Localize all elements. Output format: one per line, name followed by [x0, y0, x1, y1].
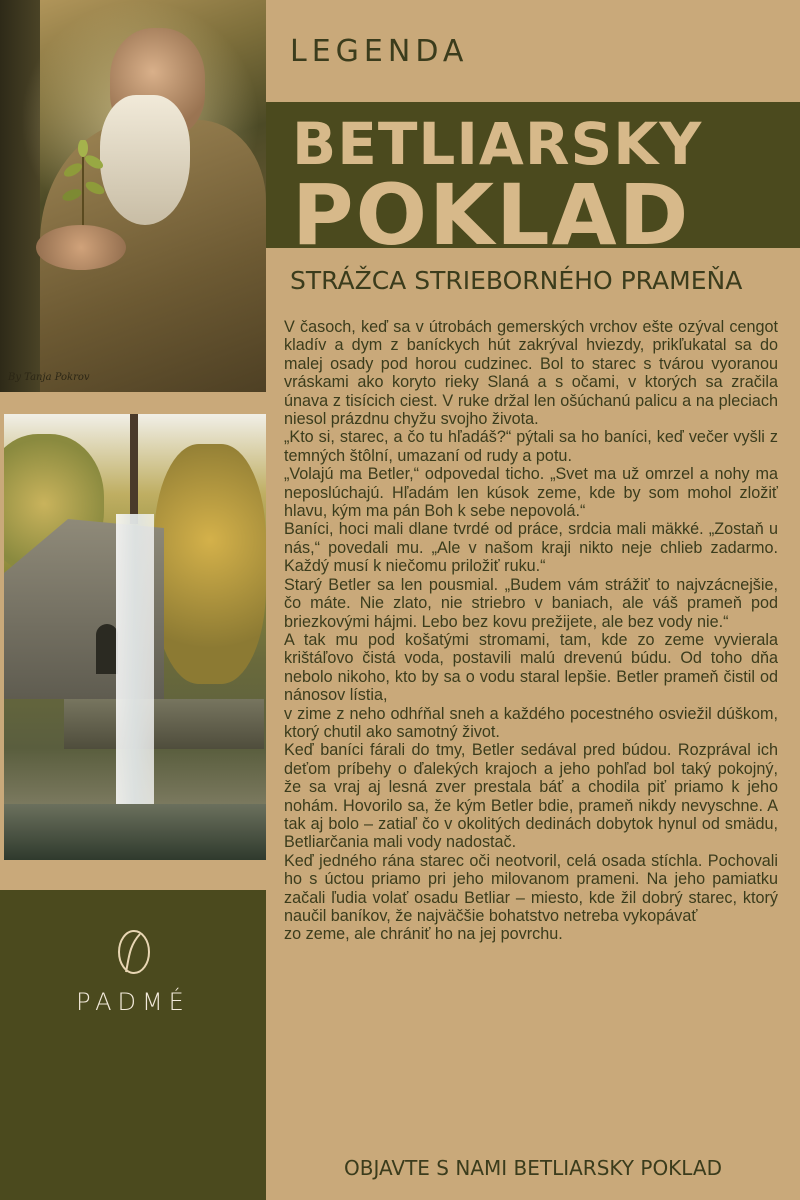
old-man-portrait-image: [0, 0, 266, 392]
story-paragraph: „Kto si, starec, a čo tu hľadáš?“ pýtali sa ho baníci, keď večer vyšli z temných štôlní, umazaní od rudy a potu.: [284, 428, 778, 465]
hands-shape: [36, 225, 126, 270]
subtitle: STRÁŽCA STRIEBORNÉHO PRAMEŇA: [290, 266, 743, 295]
story-paragraph: Starý Betler sa len pousmial. „Budem vám strážiť to najvzácnejšie, čo máte. Nie zlato, nie striebro v baniach, ale váš prameň pod briezkovými hájmi. Lebo bez kovu prežijete, ale bez vody nie.“: [284, 575, 778, 631]
artist-signature: By Tanja Pokrov: [8, 372, 90, 383]
story-paragraph: v zime z neho odhŕňal sneh a každého pocestného osviežil dúškom, ktorý chutil ako samotný život.: [284, 704, 778, 741]
padme-seed-logo-icon: [115, 928, 153, 976]
left-column: [0, 0, 266, 1200]
waterfall: [116, 514, 154, 814]
autumn-trees-right: [154, 444, 266, 684]
waterfall-photo: [4, 414, 266, 860]
story-paragraph: „Volajú ma Betler,“ odpovedal ticho. „Svet ma už omrzel a nohy ma neposlúchajú. Hľadám len kúsok zeme, kde by som mohol zložiť hlavu, kým ma pán Boh k sebe nepovolá.“: [284, 465, 778, 521]
legend-kicker: LEGENDA: [290, 34, 469, 69]
title-line-1: BETLIARSKY: [292, 110, 703, 178]
legend-story-text: [284, 318, 778, 944]
sapling-icon: [58, 140, 108, 230]
story-paragraph: A tak mu pod košatými stromami, tam, kde zo zeme vyvierala krištáľovo čistá voda, postavili malú drevenú búdu. Od toho dňa nebolo nikoho, kto by sa o vodu staral lepšie. Betler prameň čistil od nánosov lístia,: [284, 630, 778, 705]
stone-terrace: [64, 699, 264, 749]
story-paragraph: Keď jedného rána starec oči neotvoril, celá osada stíchla. Pochovali ho s úctou priamo pri jeho milovanom prameni. Na jeho pamiatku začali ľudia volať osadu Betliar – miesto, kde žil dobrý starec, ktorý naučil baníkov, že najväčšie bohatstvo netreba vykopávať: [284, 851, 778, 925]
grotto-gate: [96, 624, 118, 674]
beard-shape: [100, 95, 190, 225]
pond: [4, 804, 266, 860]
title-line-2: POKLAD: [292, 166, 691, 264]
tree-trunk-shape: [0, 0, 40, 392]
brand-logo-text: PADMÉ: [76, 988, 190, 1016]
call-to-action: OBJAVTE S NAMI BETLIARSKY POKLAD: [344, 1156, 722, 1180]
story-paragraph: zo zeme, ale chrániť ho na jej povrchu.: [284, 925, 563, 944]
story-paragraph: Keď baníci fárali do tmy, Betler sedával pred búdou. Rozprával ich deťom príbehy o ďalekých krajoch a jeho pohľad bol taký pokojný, že sa vraj aj lesná zver prestala báť a chodila piť priamo k jeho nohám. Hovorilo sa, že kým Betler bdie, prameň nikdy nevyschne. A tak aj bolo – zatiaľ čo v okolitých dedinách dobytok hynul od smädu, Betliarčania mali vody nadostač.: [284, 741, 778, 852]
tree-pole: [130, 414, 138, 524]
story-paragraph: V časoch, keď sa v útrobách gemerských vrchov ešte ozýval cengot kladív a dym z baníckych hút zakrýval hviezdy, prikľukatal sa do malej osady pod horou cudzinec. Bol to starec s tvárou vyoranou vráskami ako koryto rieky Slaná a s očami, v ktorých sa zračila únava z tisícich ciest. V ruke držal len ošúchanú palicu a na pleciach niesol prázdnu chyžu svojho života.: [284, 318, 778, 429]
story-paragraph: Baníci, hoci mali dlane tvrdé od práce, srdcia mali mäkké. „Zostaň u nás,“ povedali mu. „Ale v našom kraji nikto neje chlieb zadarmo. Každý musí k niečomu priložiť ruku.“: [284, 520, 778, 576]
